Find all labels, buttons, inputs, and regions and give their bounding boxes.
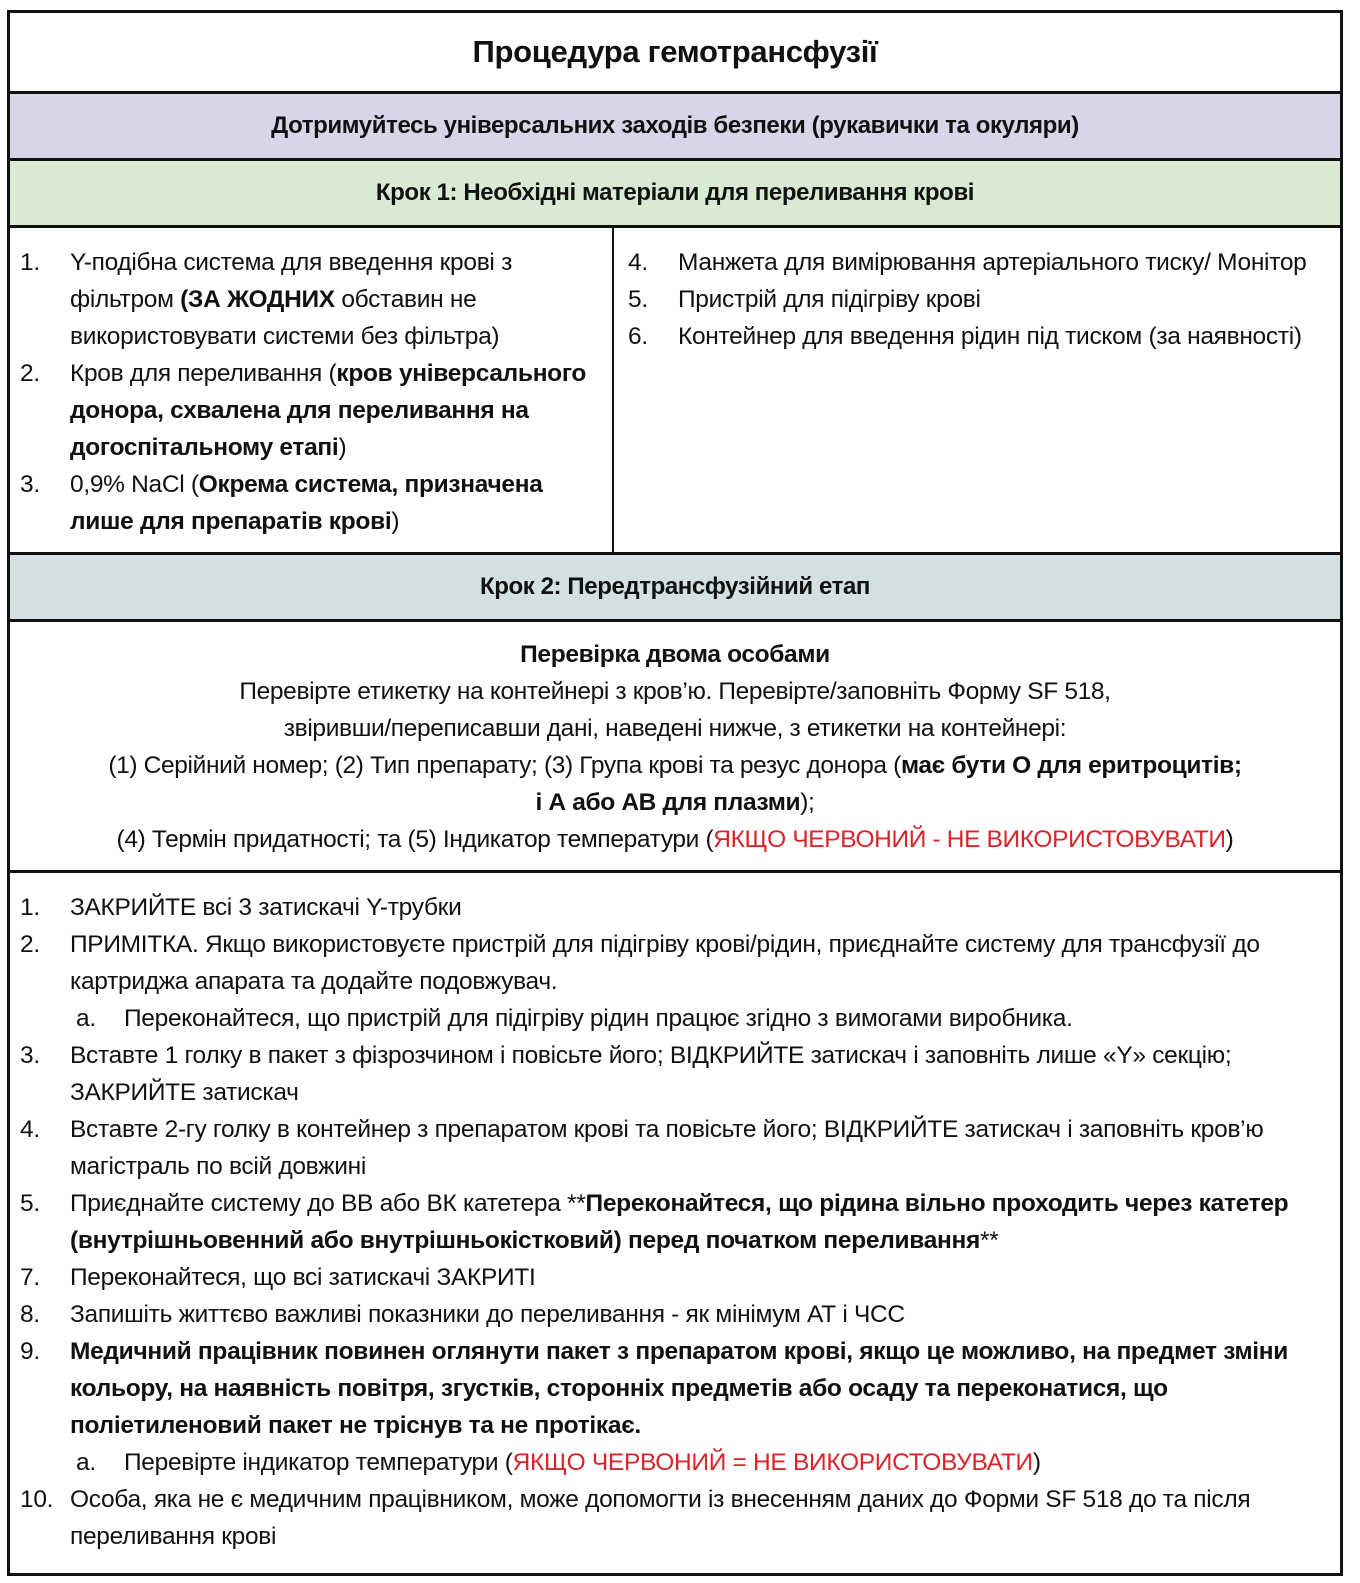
- list-number: 4.: [20, 1116, 40, 1143]
- material-item: [20, 466, 600, 540]
- list-number: 1.: [20, 894, 40, 921]
- list-item-text: Пристрій для підігріву крові: [678, 286, 981, 313]
- text-run: Вставте 1 голку в пакет з фізрозчином і повісьте його; ВІДКРИЙТЕ затискач і заповніть лише «Y» секцію; ЗАКРИЙТЕ затискач: [70, 1042, 1232, 1106]
- step-item: [20, 1259, 1328, 1296]
- materials-list-right: [628, 244, 1328, 355]
- list-item-text: [70, 889, 461, 926]
- list-item-text: [70, 244, 600, 355]
- list-item-text: [70, 1037, 1328, 1111]
- bold-text: Окрема система, призначена лише для препаратів крові: [70, 471, 543, 535]
- text-run: Особа, яка не є медичним працівником, може допомогти із внесенням даних до Форми SF 518 до та після переливання крові: [70, 1486, 1251, 1550]
- material-item: [628, 281, 1328, 318]
- list-number: 2.: [20, 360, 40, 387]
- list-item-text: [70, 1111, 1328, 1185]
- list-number: 7.: [20, 1264, 40, 1291]
- text-run: ): [1032, 1449, 1041, 1476]
- check-line-1: Перевірте етикетку на контейнері з кров’ю. Перевірте/заповніть Форму SF 518,: [239, 678, 1111, 705]
- pretransfusion-steps-section: [10, 870, 1340, 1573]
- list-item-text: [124, 1000, 1073, 1037]
- list-item-text: [70, 1333, 1328, 1444]
- warning-text: ЯКЩО ЧЕРВОНИЙ = НЕ ВИКОРИСТОВУВАТИ: [512, 1449, 1033, 1476]
- pretransfusion-steps-list: [20, 889, 1328, 1555]
- check-line-4: [10, 784, 1340, 821]
- check-line-2: звіривши/переписавши дані, наведені нижче, з етикетки на контейнері:: [283, 715, 1067, 742]
- bold-text: Переконайтеся, що рідина вільно проходить через катетер (внутрішньовенний або внутрішньокістковий) перед початком переливання: [70, 1190, 1289, 1254]
- list-number: 1.: [20, 249, 40, 276]
- text-run: Приєднайте систему до ВВ або ВК катетера **: [70, 1190, 586, 1217]
- text-run: Переконайтеся, що всі затискачі ЗАКРИТІ: [70, 1264, 536, 1291]
- step-item: [20, 1037, 1328, 1111]
- list-number: 2.: [20, 931, 40, 958]
- text-run: Y-подібна система для введення крові з фільтром: [70, 249, 513, 313]
- check-line-5-warning: ЯКЩО ЧЕРВОНИЙ - НЕ ВИКОРИСТОВУВАТИ: [713, 826, 1226, 853]
- material-item: [628, 318, 1328, 355]
- list-item-text: [70, 1481, 1328, 1555]
- check-line-5-text: (4) Термін придатності; та (5) Індикатор температури (: [116, 826, 714, 853]
- material-item: [20, 355, 600, 466]
- list-number: 8.: [20, 1301, 40, 1328]
- list-number: 5.: [20, 1190, 40, 1217]
- list-item-text: [70, 926, 1328, 1000]
- step-item: [20, 926, 1328, 1000]
- list-item-text: [70, 355, 600, 466]
- step2-heading-band: [10, 552, 1340, 619]
- text-run: ): [338, 434, 347, 461]
- check-line-4-tail: );: [800, 789, 815, 816]
- text-run: Запишіть життєво важливі показники до переливання - як мінімум АТ і ЧСС: [70, 1301, 905, 1328]
- step-item: [20, 1185, 1328, 1259]
- substep-item: [20, 1000, 1328, 1037]
- list-number: 10.: [20, 1486, 54, 1513]
- step-item: [20, 889, 1328, 926]
- step-item: [20, 1111, 1328, 1185]
- material-item: [20, 244, 600, 355]
- step-item: [20, 1333, 1328, 1444]
- safety-banner: [10, 91, 1340, 158]
- page-title: Процедура гемотрансфузії: [472, 34, 878, 69]
- bold-text: кров універсального донора, схвалена для переливання на догоспітальному етапі: [70, 360, 587, 461]
- list-number: 3.: [20, 1042, 40, 1069]
- text-run: Перевірте індикатор температури (: [124, 1449, 513, 1476]
- step1-heading-band: [10, 158, 1340, 225]
- text-run: ПРИМІТКА. Якщо використовуєте пристрій для підігріву крові/рідин, приєднайте систему для трансфузії до картриджа апарата та додайте подовжувач.: [70, 931, 1260, 995]
- list-item-text: [70, 1185, 1328, 1259]
- text-run: 0,9% NaCl (: [70, 471, 199, 498]
- text-run: Вставте 2-гу голку в контейнер з препаратом крові та повісьте його; ВІДКРИЙТЕ затискач і заповніть кров’ю магістраль по всій довжині: [70, 1116, 1264, 1180]
- materials-list-left: [20, 244, 600, 540]
- list-item-text: Манжета для вимірювання артеріального тиску/ Монітор: [678, 249, 1307, 276]
- check-line-4-bold: і А або АВ для плазми: [535, 789, 801, 816]
- materials-right-column: [614, 228, 1340, 552]
- two-person-check-section: [10, 619, 1340, 870]
- list-item-text: [70, 466, 600, 540]
- list-item-text: Контейнер для введення рідин під тиском (за наявності): [678, 323, 1302, 350]
- check-line-5-tail: ): [1225, 826, 1234, 853]
- check-line-3: [10, 747, 1340, 784]
- text-run: ): [391, 508, 400, 535]
- check-title: Перевірка двома особами: [520, 641, 830, 668]
- text-run: Переконайтеся, що пристрій для підігріву рідин працює згідно з вимогами виробника.: [124, 1005, 1073, 1032]
- text-run: **: [980, 1227, 999, 1254]
- list-number: a.: [76, 1449, 96, 1476]
- text-run: Кров для переливання (: [70, 360, 337, 387]
- check-line-5: [10, 821, 1340, 858]
- materials-section: [10, 225, 1340, 552]
- step1-heading: Крок 1: Необхідні матеріали для переливання крові: [375, 179, 975, 206]
- list-number: 3.: [20, 471, 40, 498]
- list-number: 5.: [628, 286, 648, 313]
- check-line-3-text: (1) Серійний номер; (2) Тип препарату; (3) Група крові та резус донора (: [108, 752, 901, 779]
- list-item-text: [70, 1259, 535, 1296]
- list-number: 4.: [628, 249, 648, 276]
- step-item: [20, 1296, 1328, 1333]
- step2-heading: Крок 2: Передтрансфузійний етап: [479, 573, 871, 600]
- substep-item: [20, 1444, 1328, 1481]
- check-line-3-bold: має бути О для еритроцитів;: [900, 752, 1242, 779]
- text-run: ЗАКРИЙТЕ всі 3 затискачі Y-трубки: [70, 894, 462, 921]
- procedure-sheet: [7, 10, 1343, 1576]
- bold-text: (ЗА ЖОДНИХ: [180, 286, 335, 313]
- step-item: [20, 1481, 1328, 1555]
- text-run: обставин не використовувати системи без фільтра): [70, 286, 500, 350]
- list-number: 9.: [20, 1338, 40, 1365]
- list-number: a.: [76, 1005, 96, 1032]
- safety-banner-text: Дотримуйтесь універсальних заходів безпеки (рукавички та окуляри): [271, 112, 1079, 139]
- list-item-text: [124, 1444, 1041, 1481]
- title-row: [10, 13, 1340, 91]
- list-item-text: [70, 1296, 905, 1333]
- materials-left-column: [10, 228, 614, 552]
- list-number: 6.: [628, 323, 648, 350]
- bold-text: Медичний працівник повинен оглянути пакет з препаратом крові, якщо це можливо, на предмет зміни кольору, на наявність повітря, згустків, сторонніх предметів або осаду та переконатися, що поліетиленовий пакет не тріснув та не протікає.: [70, 1338, 1289, 1439]
- material-item: [628, 244, 1328, 281]
